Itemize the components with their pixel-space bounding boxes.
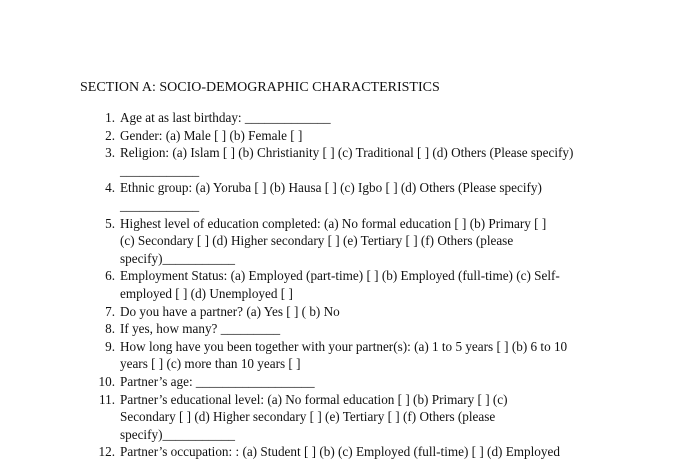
question-line: Partner’s age: __________________ xyxy=(120,374,315,389)
question-text xyxy=(120,109,600,127)
question-line: Partner’s educational level: (a) No formal education [ ] (b) Primary [ ] (c) xyxy=(120,391,508,407)
question-line: specify)___________ xyxy=(120,250,236,266)
question-number: 11. xyxy=(99,391,115,407)
question-number: 2. xyxy=(105,127,115,143)
question-line: Religion: (a) Islam [ ] (b) Christianity [ ] (c) Traditional [ ] (d) Others (Please specify) xyxy=(120,145,574,161)
question-line: Do you have a partner? (a) Yes [ ] ( b) No xyxy=(120,303,340,319)
question-line: If yes, how many? _________ xyxy=(120,321,281,337)
question-text xyxy=(120,443,600,459)
question-line: specify)___________ xyxy=(120,426,236,442)
question-line: Gender: (a) Male [ ] (b) Female [ ] xyxy=(120,127,303,143)
question-line: years [ ] (c) more than 10 years [ ] xyxy=(120,356,301,372)
question-line: Secondary [ ] (d) Higher secondary [ ] (e) Tertiary [ ] (f) Others (please xyxy=(120,409,496,425)
question-number: 8. xyxy=(105,321,115,337)
question-text xyxy=(120,267,600,302)
question-number: 3. xyxy=(105,145,115,161)
question-text xyxy=(120,215,600,268)
question-text xyxy=(120,320,600,338)
question-text xyxy=(120,127,600,145)
question-line: ____________ xyxy=(120,197,200,213)
question-line: employed [ ] (d) Unemployed [ ] xyxy=(120,285,293,301)
question-line: (c) Secondary [ ] (d) Higher secondary [ ] (e) Tertiary [ ] (f) Others (please xyxy=(120,233,514,249)
question-line: ____________ xyxy=(120,162,200,178)
question-line: Age at as last birthday: _____________ xyxy=(120,110,331,125)
question-line: Ethnic group: (a) Yoruba [ ] (b) Hausa [ ] (c) Igbo [ ] (d) Others (Please specify) xyxy=(120,180,542,196)
question-line: Employment Status: (a) Employed (part-time) [ ] (b) Employed (full-time) (c) Self- xyxy=(120,268,560,284)
question-number: 7. xyxy=(105,303,115,319)
question-text xyxy=(120,338,600,373)
question-line: How long have you been together with your partner(s): (a) 1 to 5 years [ ] (b) 6 to 10 xyxy=(120,338,568,354)
question-number: 1. xyxy=(105,110,115,125)
question-number: 6. xyxy=(105,268,115,284)
question-number: 5. xyxy=(105,215,115,231)
question-text xyxy=(120,144,600,179)
question-text xyxy=(120,179,600,214)
question-text xyxy=(120,391,600,444)
question-text xyxy=(120,373,600,391)
question-number: 9. xyxy=(105,338,115,354)
question-number: 12. xyxy=(98,444,115,459)
question-text xyxy=(120,303,600,321)
question-number: 4. xyxy=(105,180,115,196)
section-title: SECTION A: SOCIO-DEMOGRAPHIC CHARACTERISTICS xyxy=(80,80,440,95)
question-number: 10. xyxy=(98,374,115,389)
question-line: Highest level of education completed: (a) No formal education [ ] (b) Primary [ ] xyxy=(120,215,547,231)
question-line: Partner’s occupation: : (a) Student [ ] (b) (c) Employed (full-time) [ ] (d) Employed xyxy=(120,444,560,459)
